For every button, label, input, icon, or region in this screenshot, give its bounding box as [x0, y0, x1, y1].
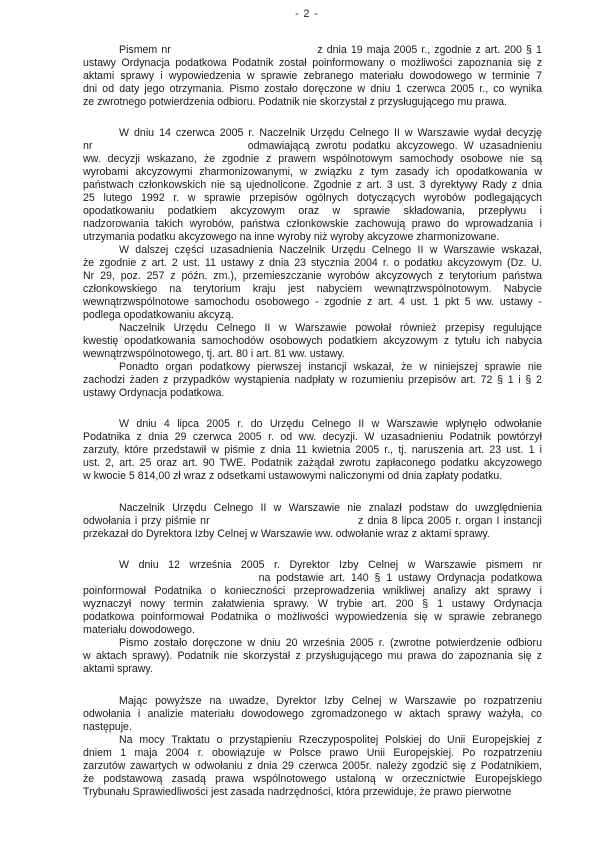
text-line: Na mocy Traktatu o przystąpieniu Rzeczypospolitej Polskiej do Unii Europejskiej z [119, 734, 542, 746]
text-line: materiału dowodowego. [83, 624, 195, 636]
text-line: zachodzi żaden z przypadków wystąpienia nadpłaty w rozumieniu przepisów art. 72 § 1 i § 2 [83, 374, 542, 386]
text-line: członkowskiego na terytorium kraju jest nabyciem wewnątrzwspólnotowym. Nabycie [83, 283, 542, 295]
text-line: W dalszej części uzasadnienia Naczelnik Urzędu Celnego II w Warszawie wskazał, [119, 244, 542, 256]
text-line: kwestię opodatkowania samochodów osobowych podatkiem akcyzowym z tytułu ich nabycia [83, 335, 542, 347]
text-line: aktami sprawy. [83, 663, 153, 675]
text-line: ze zwrotnego potwierdzenia odbioru. Podatnik nie skorzystał z przysługującego mu prawa. [83, 96, 507, 108]
text-line: wyrobami akcyzowymi zharmonizowanymi, w związku z tym zasady ich opodatkowania w [83, 166, 542, 178]
text-line: odwołania i analizie materiału dowodowego zgromadzonego w aktach sprawy ważyła, co [83, 708, 543, 720]
text-line: Naczelnik Urzędu Celnego II w Warszawie powołał również przepisy regulujące [119, 322, 543, 334]
text-line: ust. 2, art. 25 oraz art. 90 TWE. Podatnik zażądał zwrotu zapłaconego podatku akcyzowego [83, 457, 542, 469]
text-line: Podatnika z dnia 29 czerwca 2005 r. od ww. decyzji. W uzasadnieniu Podatnik powtórzył [83, 431, 542, 443]
text-line: dniem 1 maja 2004 r. obowiązuje w Polsce prawo Unii Europejskiej. Po rozpatrzeniu [83, 747, 542, 759]
text-line: opodatkowaniu podatkiem akcyzowym oraz w sprawie składowania, przepływu i [83, 205, 542, 217]
page-number: - 2 - [295, 8, 319, 20]
text-line: że zgodnie z art. 2 ust. 11 ustawy z dnia 23 stycznia 2004 r. o podatku akcyzowym (Dz. U. [83, 257, 543, 269]
text-line: na podstawie art. 140 § 1 ustawy Ordynacja podatkowa [83, 572, 543, 584]
text-line: Ponadto organ podatkowy pierwszej instancji wskazał, że w niniejszej sprawie nie [119, 361, 543, 373]
text-line: nadzorowania takich wyrobów, państwa członkowskie zachowują prawo do wprowadzania i [83, 218, 542, 230]
text-line: że podstawową zasadą prawa wspólnotowego ustaloną w orzecznictwie Europejskiego [83, 773, 542, 785]
text-line: podlega opodatkowaniu akcyzą. [83, 309, 234, 321]
text-line: Mając powyższe na uwadze, Dyrektor Izby Celnej w Warszawie po rozpatrzeniu [119, 695, 542, 707]
text-line: podatkowa poinformował Podatnika o możliwości wypowiedzenia się w sprawie zebranego [83, 611, 543, 623]
text-line: w aktach sprawy). Podatnik nie skorzystał z przysługującego mu prawa do zapoznania się z [83, 650, 542, 662]
text-line: następuje. [83, 721, 132, 733]
text-line: Trybunału Sprawiedliwości jest zasada nadrzędności, która przewiduje, że prawo pierwotne [83, 786, 512, 798]
text-line: zarzutów zawartych w odwołaniu z dnia 29 czerwca 2005r. należy zgodzić się z Podatnikiem, [83, 760, 543, 772]
text-line: Pismo zostało doręczone w dniu 20 września 2005 r. (zwrotne potwierdzenie odbioru [119, 637, 542, 649]
text-line: Pismem nr z dnia 19 maja 2005 r., zgodnie z art. 200 § 1 [119, 44, 542, 56]
text-line: aktami sprawy i wypowiedzenia w sprawie zebranego materiału dowodowego w terminie 7 [83, 70, 542, 82]
text-line: ustawy Ordynacja podatkowa Podatnik został poinformowany o możliwości zapoznania się z [83, 57, 542, 69]
text-line: W dniu 14 czerwca 2005 r. Naczelnik Urzędu Celnego II w Warszawie wydał decyzję [119, 127, 543, 139]
text-line: W dniu 12 września 2005 r. Dyrektor Izby Celnej w Warszawie pismem nr [119, 559, 542, 571]
text-line: zarzuty, które przedstawił w piśmie z dnia 11 kwietnia 2005 r., tj. naruszenia art. 23 ust. 1 i [83, 444, 543, 456]
text-line: państwach członkowskich nie są ujednolicone. Zgodnie z art. 3 ust. 3 dyrektywy Rady z dnia [83, 179, 542, 191]
text-line: dni od daty jego otrzymania. Pismo zostało doręczone w dniu 1 czerwca 2005 r., co wynika [83, 83, 543, 95]
text-line: 25 lutego 1992 r. w sprawie przepisów ogólnych dotyczących wyrobów podlegających [83, 192, 543, 204]
text-line: ww. decyzji wskazano, że zgodnie z prawem wspólnotowym samochody osobowe nie są [83, 153, 543, 165]
text-line: poinformował Podatnika o konieczności przeprowadzenia wnikliwej analizy akt sprawy i [83, 585, 542, 597]
text-line: przekazał do Dyrektora Izby Celnej w Warszawie ww. odwołanie wraz z aktami sprawy. [83, 528, 490, 540]
text-line: w kwocie 5 814,00 zł wraz z odsetkami ustawowymi naliczonymi od dnia zapłaty podatku. [83, 470, 503, 482]
text-line: wewnątrzwspólnotowe samochodu osobowego - zgodnie z art. 4 ust. 1 pkt 5 ww. ustawy - [83, 296, 542, 308]
text-line: W dniu 4 lipca 2005 r. do Urzędu Celnego II w Warszawie wpłynęło odwołanie [119, 418, 542, 430]
text-line: ustawy Ordynacja podatkowa. [83, 387, 225, 399]
text-line: Naczelnik Urzędu Celnego II w Warszawie nie znalazł podstaw do uwzględnienia [119, 502, 543, 514]
text-line: Nr 29, poz. 257 z późn. zm.), przemieszczanie wyrobów akcyzowych z terytorium państwa [83, 270, 542, 282]
text-line: odwołania i przy piśmie nr z dnia 8 lipca 2005 r. organ I instancji [83, 515, 542, 527]
text-line: nr odmawiającą zwrotu podatku akcyzowego. W uzasadnieniu [83, 140, 542, 152]
text-line: utrzymania podatku akcyzowego na inne wyroby niż wyroby akcyzowe zharmonizowane. [83, 231, 500, 243]
text-line: wewnątrzwspólnotowego, tj. art. 80 i art. 81 ww. ustawy. [83, 348, 345, 360]
text-line: wyznaczył nowy termin załatwienia sprawy. W trybie art. 200 § 1 ustawy Ordynacja [83, 598, 542, 610]
